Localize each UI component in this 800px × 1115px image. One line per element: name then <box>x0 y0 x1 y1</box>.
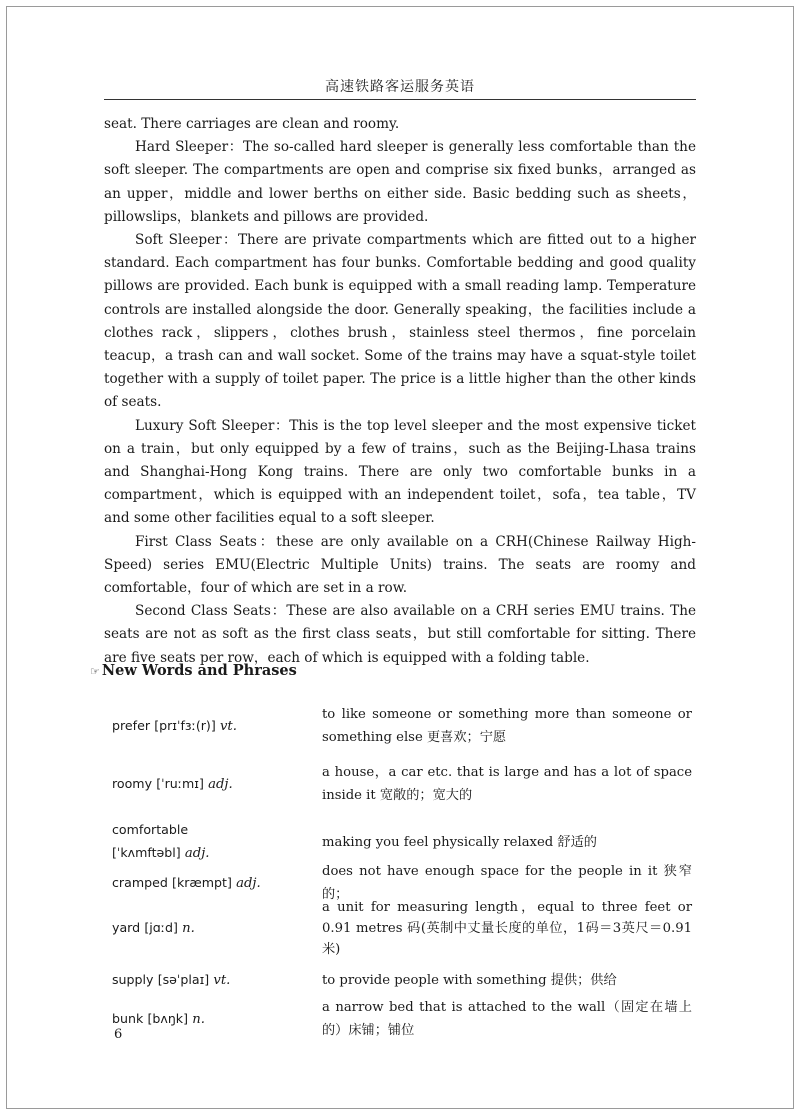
vocab-phonetic: [jɑːd] <box>144 919 178 935</box>
vocab-term <box>112 1008 322 1031</box>
vocab-part-of-speech: vt. <box>213 972 231 988</box>
vocab-entry-supply <box>112 965 692 995</box>
vocab-word: yard <box>112 919 141 935</box>
vocab-term <box>112 773 322 796</box>
vocab-part-of-speech: adj. <box>236 875 261 891</box>
vocab-phonetic: [ˈkʌmftəbl] <box>112 845 181 860</box>
vocab-part-of-speech: vt. <box>219 718 237 734</box>
section-heading <box>90 662 297 679</box>
vocab-term <box>112 715 322 738</box>
vocabulary-list <box>112 703 692 1043</box>
vocab-word: roomy <box>112 775 153 791</box>
vocab-definition: a narrow bed that is attached to the wall（固定在墙上的）床铺；铺位 <box>322 1000 692 1038</box>
vocab-word: bunk <box>112 1010 144 1026</box>
vocab-phonetic: [bʌŋk] <box>147 1010 189 1026</box>
paragraph-luxury-soft-sleeper: Luxury Soft Sleeper：This is the top level sleeper and the most expensive ticket on a train，but only equipped by a few of trains，such as the Beijing-Lhasa trains and Shanghai-Hong Kong trains. There are only two comfortable bunks in a compartment，which is equipped with an independent toilet，sofa，tea table，TV and some other facilities equal to a soft sleeper. <box>104 417 696 527</box>
section-heading-text: New Words and Phrases <box>101 662 297 679</box>
paragraph-first-class-seats: First Class Seats：these are only available on a CRH(Chinese Railway High-Speed) series EMU(Electric Multiple Units) trains. The seats are roomy and comfortable，four of which are set in a row. <box>104 533 696 597</box>
vocab-phonetic: [ˈruːmɪ] <box>156 775 204 791</box>
header-rule <box>104 99 696 100</box>
vocab-definition: to provide people with something 提供；供给 <box>322 972 617 988</box>
vocab-phonetic: [kræmpt] <box>172 874 232 890</box>
running-header: 高速铁路客运服务英语 <box>325 79 475 95</box>
vocab-term <box>112 917 322 940</box>
vocab-entry-bunk <box>112 995 692 1043</box>
vocab-definition: making you feel physically relaxed 舒适的 <box>322 834 597 850</box>
vocab-word: prefer <box>112 717 151 733</box>
vocab-definition: a unit for measuring length，equal to three feet or 0.91 metres 码(英制中丈量长度的单位，1码＝3英尺＝0.91米) <box>322 899 692 957</box>
paragraph-soft-sleeper: Soft Sleeper：There are private compartments which are fitted out to a higher standard. Each compartment has four bunks. Comfortable bedding and good quality pillows are provided. Each bunk is equipped with a small reading lamp. Temperature controls are installed alongside the door. Generally speaking，the facilities include a clothes rack，slippers，clothes brush，stainless steel thermos，fine porcelain teacup，a trash can and wall socket. Some of the trains may have a squat-style toilet together with a supply of toilet paper. The price is a little higher than the other kinds of seats. <box>104 232 696 411</box>
paragraph-hard-sleeper: Hard Sleeper：The so-called hard sleeper is generally less comfortable than the soft sleeper. The compartments are open and comprise six fixed bunks，arranged as an upper，middle and lower berths on either side. Basic bedding such as sheets，pillowslips，blankets and pillows are provided. <box>104 139 696 225</box>
vocab-part-of-speech: adj. <box>208 776 233 792</box>
vocab-part-of-speech: adj. <box>184 846 210 861</box>
vocab-word: cramped <box>112 874 168 890</box>
vocab-phonetic: [prɪˈfɜː(r)] <box>154 717 216 733</box>
vocab-part-of-speech: n. <box>182 920 195 936</box>
vocab-entry-yard <box>112 895 692 961</box>
body-text <box>104 113 696 670</box>
vocab-entry-roomy <box>112 757 692 811</box>
vocab-definition: a house，a car etc. that is large and has a lot of space inside it 宽敞的；宽大的 <box>322 765 692 803</box>
vocab-word: supply <box>112 971 154 987</box>
vocab-term <box>112 819 322 865</box>
page-number: 6 <box>114 1027 123 1042</box>
vocab-definition: does not have enough space for the people in it 狭窄的； <box>322 864 692 902</box>
vocab-entry-prefer <box>112 703 692 749</box>
vocab-definition: to like someone or something more than someone or something else 更喜欢；宁愿 <box>322 707 692 745</box>
vocab-phonetic: [səˈplaɪ] <box>157 971 210 987</box>
vocab-word: comfortable <box>112 822 189 837</box>
paragraph: seat. There carriages are clean and roomy. <box>104 116 400 132</box>
vocab-entry-cramped <box>112 864 692 902</box>
pointing-hand-icon: ☞ <box>90 665 100 678</box>
vocab-term <box>112 969 322 992</box>
vocab-term <box>112 872 322 895</box>
paragraph-second-class-seats: Second Class Seats：These are also available on a CRH series EMU trains. The seats are not as soft as the first class seats，but still comfortable for sitting. There are five seats per row，each of which is equipped with a folding table. <box>104 603 696 666</box>
vocab-part-of-speech: n. <box>192 1011 205 1027</box>
